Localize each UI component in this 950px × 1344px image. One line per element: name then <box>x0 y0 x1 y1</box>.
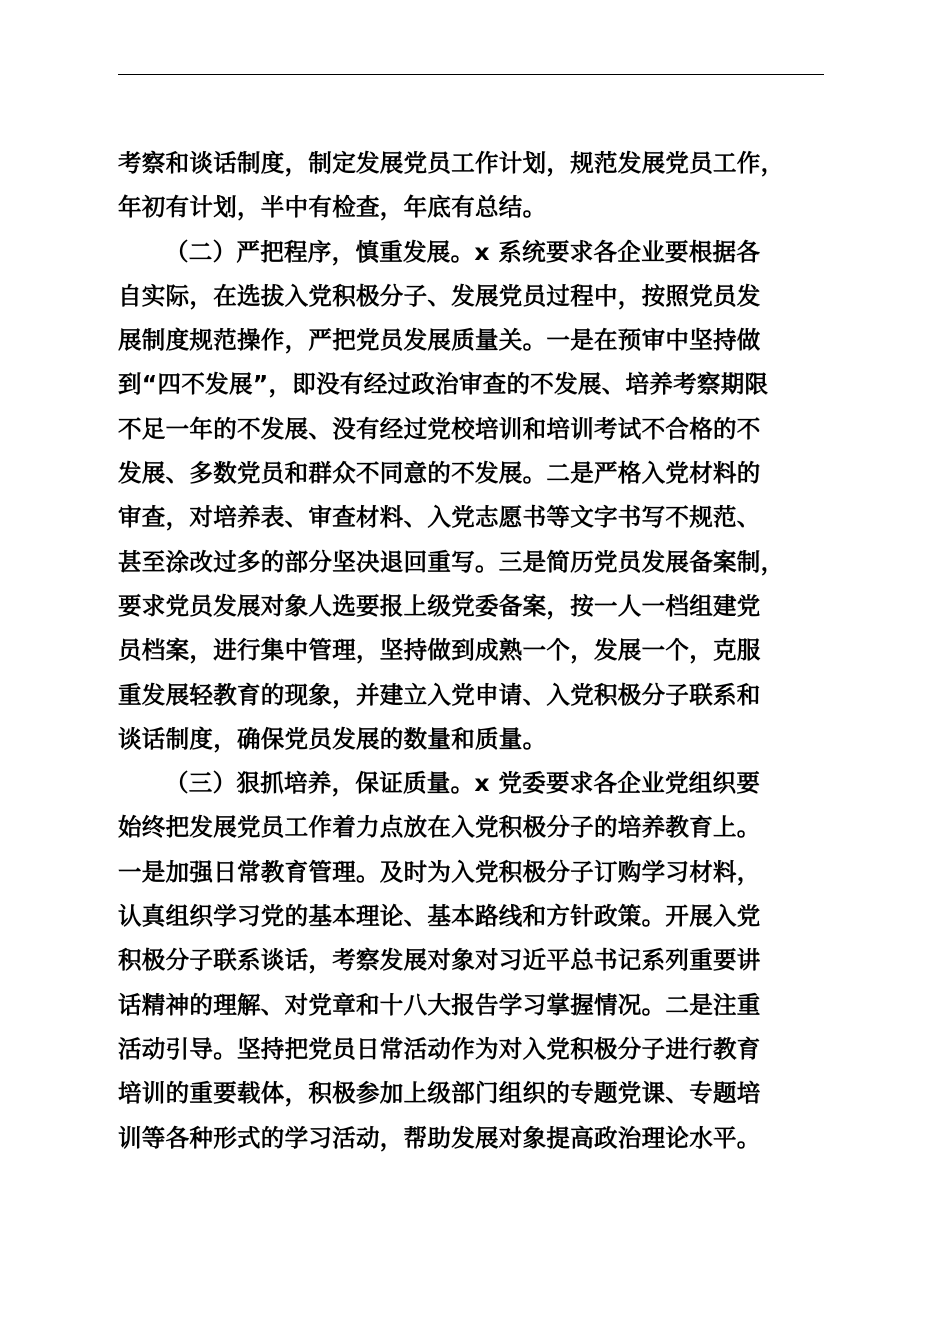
text-line: 审查，对培养表、审查材料、入党志愿书等文字书写不规范、 <box>118 503 761 532</box>
paragraph-heading-line: （三）狠抓培养，保证质量。x 党委要求各企业党组织要 <box>165 769 761 798</box>
document-body <box>118 141 833 1160</box>
text-line: 认真组织学习党的基本理论、基本路线和方针政策。开展入党 <box>118 902 761 931</box>
text-line: 展制度规范操作，严把党员发展质量关。一是在预审中坚持做 <box>118 326 761 355</box>
text-line: 始终把发展党员工作着力点放在入党积极分子的培养教育上。 <box>118 813 761 842</box>
text-line: 积极分子联系谈话，考察发展对象对习近平总书记系列重要讲 <box>118 946 761 975</box>
text-line: 训等各种形式的学习活动，帮助发展对象提高政治理论水平。 <box>118 1123 761 1152</box>
text-line: 话精神的理解、对党章和十八大报告学习掌握情况。二是注重 <box>118 990 761 1019</box>
text-line: 甚至涂改过多的部分坚决退回重写。三是简历党员发展备案制， <box>118 547 785 576</box>
text-line: 自实际，在选拔入党积极分子、发展党员过程中，按照党员发 <box>118 281 761 310</box>
text-line: 到“四不发展”，即没有经过政治审查的不发展、培养考察期限 <box>118 370 769 399</box>
text-line: 重发展轻教育的现象，并建立入党申请、入党积极分子联系和 <box>118 680 761 709</box>
text-line: 考察和谈话制度，制定发展党员工作计划，规范发展党员工作， <box>118 149 785 177</box>
paragraph-heading-line: （二）严把程序，慎重发展。x 系统要求各企业要根据各 <box>165 237 761 266</box>
text-line: 发展、多数党员和群众不同意的不发展。二是严格入党材料的 <box>118 459 761 488</box>
text-line: 活动引导。坚持把党员日常活动作为对入党积极分子进行教育 <box>118 1034 761 1063</box>
text-line: 一是加强日常教育管理。及时为入党积极分子订购学习材料， <box>118 857 761 886</box>
text-line: 年初有计划，半中有检查，年底有总结。 <box>118 193 547 222</box>
header-rule <box>118 74 824 75</box>
text-line: 谈话制度，确保党员发展的数量和质量。 <box>118 724 547 753</box>
text-line: 员档案，进行集中管理，坚持做到成熟一个，发展一个，克服 <box>118 636 761 665</box>
text-line: 培训的重要载体，积极参加上级部门组织的专题党课、专题培 <box>118 1079 761 1108</box>
text-line: 要求党员发展对象人选要报上级党委备案，按一人一档组建党 <box>118 591 761 620</box>
text-line: 不足一年的不发展、没有经过党校培训和培训考试不合格的不 <box>118 414 761 443</box>
